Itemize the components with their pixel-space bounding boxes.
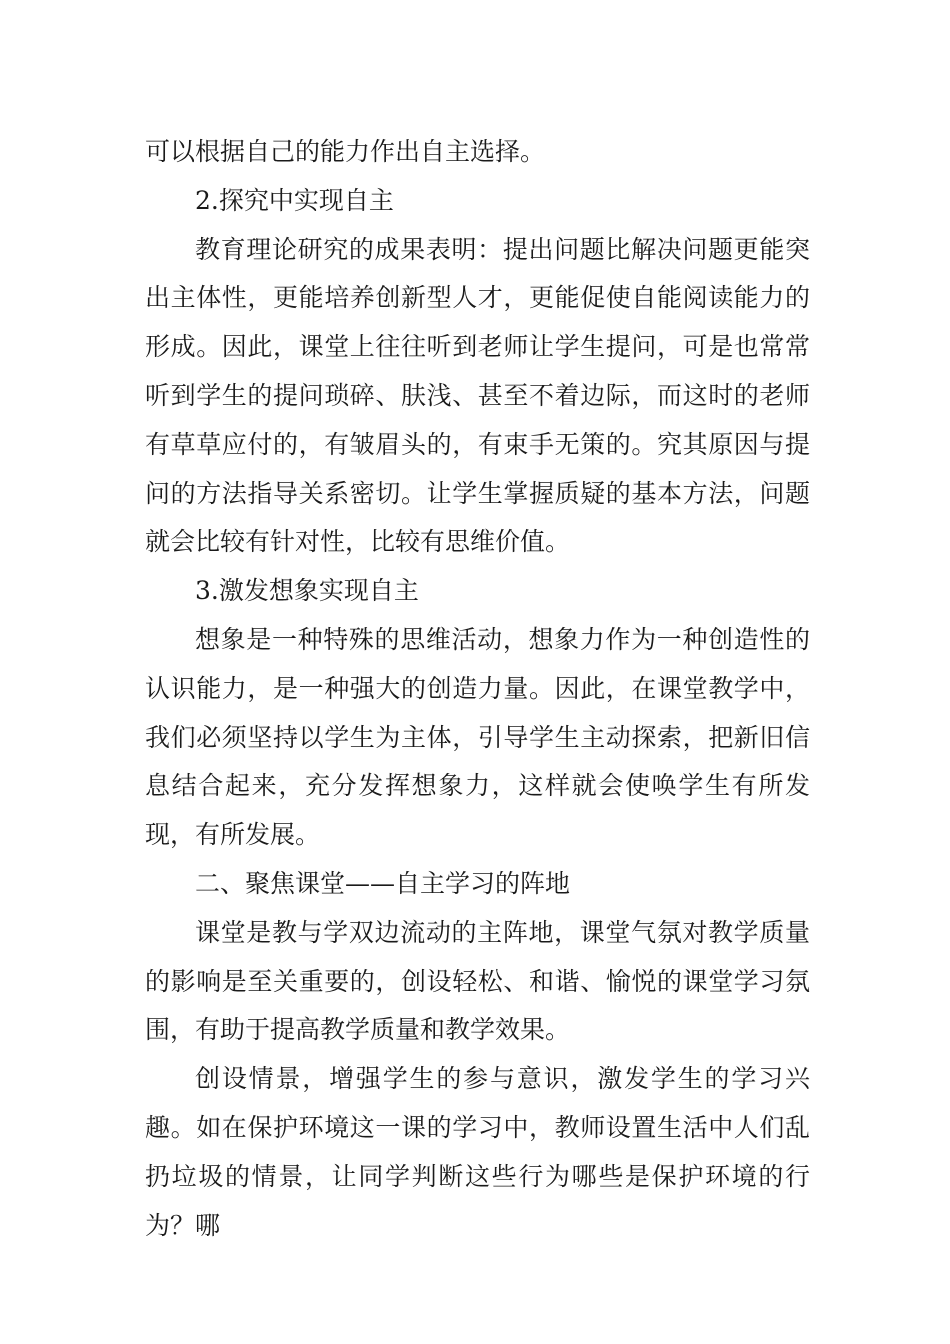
section-heading-2: 2.探究中实现自主 [195,185,394,215]
section-heading-3: 3.激发想象实现自主 [195,576,419,606]
paragraph-imagination: 想象是一种特殊的思维活动，想象力作为一种创造性的认识能力，是一种强大的创造力量。因此，在课堂教学中，我们必须坚持以学生为主体，引导学生主动探索，把新旧信息结合起来，充分发挥想象力，这样就会使唤学生有所发现，有所发展。 [145,624,810,850]
paragraph-continuation: 可以根据自己的能力作出自主选择。 [145,137,546,166]
document-body [145,128,810,1250]
paragraph-questioning: 教育理论研究的成果表明：提出问题比解决问题更能突出主体性，更能培养创新型人才，更能促使自能阅读能力的形成。因此，课堂上往往听到老师让学生提问，可是也常常听到学生的提问琐碎、肤浅、甚至不着边际，而这时的老师有草草应付的，有皱眉头的，有束手无策的。究其原因与提问的方法指导关系密切。让学生掌握质疑的基本方法，问题就会比较有针对性，比较有思维价值。 [145,234,810,557]
paragraph-scenario: 创设情景，增强学生的参与意识，激发学生的学习兴趣。如在保护环境这一课的学习中，教师设置生活中人们乱扔垃圾的情景，让同学判断这些行为哪些是保护环境的行为？哪 [145,1064,810,1240]
paragraph-classroom: 课堂是教与学双边流动的主阵地，课堂气氛对教学质量的影响是至关重要的，创设轻松、和谐、愉悦的课堂学习氛围，有助于提高教学质量和教学效果。 [145,917,810,1045]
section-heading-classroom: 二、聚焦课堂——自主学习的阵地 [195,868,571,898]
